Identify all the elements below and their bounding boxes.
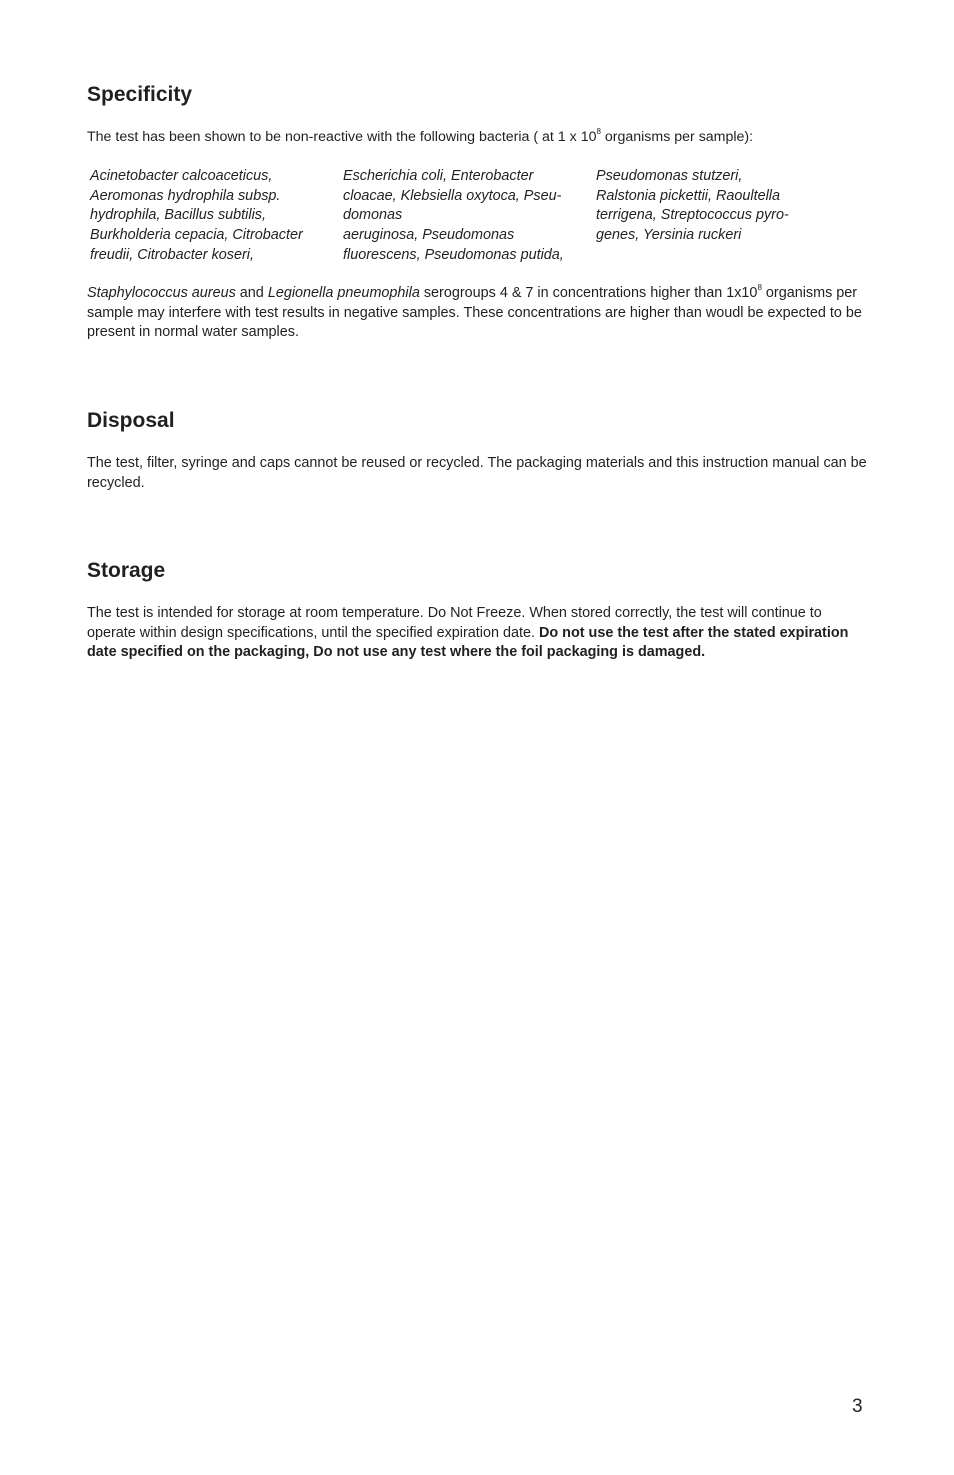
disposal-text: The test, filter, syringe and caps cannot be reused or recycled. The packaging materials and this instruction manual can be recycled.	[87, 455, 867, 491]
note-text-2: organisms per sample may interfere with test results in negative samples. These concentrations are higher than woudl be expected to be present in normal water samples.	[87, 285, 862, 341]
storage-plain-text: The test is intended for storage at room temperature. Do Not Freeze. When stored correctly, the test will continue to operate within design specifications, until the specified expiration date.	[87, 605, 822, 641]
bacteria-line: hydrophila, Bacillus subtilis,	[90, 207, 266, 224]
bacteria-line: domonas	[343, 207, 403, 224]
bacteria-line: Pseudomonas stutzeri,	[596, 168, 743, 184]
bacteria-column-3	[596, 167, 831, 246]
disposal-heading: Disposal	[87, 409, 175, 432]
page-number: 3	[852, 1396, 863, 1417]
note-exponent: 8	[757, 283, 762, 293]
specificity-heading: Specificity	[87, 83, 193, 106]
bacteria-line: Acinetobacter calcoaceticus,	[90, 168, 273, 184]
intro-text-start: The test has been shown to be non-reactive with the following bacteria ( at 1 x 10	[87, 129, 597, 145]
bacteria-line: Burkholderia cepacia, Citrobacter	[90, 227, 303, 244]
bacteria-line: terrigena, Streptococcus pyro-	[596, 207, 789, 224]
bacteria-line: genes, Yersinia ruckeri	[596, 227, 742, 244]
storage-text	[87, 604, 867, 663]
species-legionella: Legionella pneumophila	[267, 285, 420, 301]
intro-text-end: organisms per sample):	[600, 129, 754, 145]
bacteria-line: aeruginosa, Pseudomonas	[343, 227, 515, 244]
note-and: and	[235, 285, 268, 301]
bacteria-line: Ralstonia pickettii, Raoultella	[596, 187, 780, 204]
intro-exponent: 8	[596, 127, 601, 137]
bacteria-line: freudii, Citrobacter koseri,	[90, 246, 254, 263]
bacteria-line: Aeromonas hydrophila subsp.	[90, 187, 281, 204]
storage-warning: Do not use the test after the stated expiration date specified on the packaging, Do not use any test where the foil packaging is damaged.	[87, 624, 849, 661]
bacteria-line: Escherichia coli, Enterobacter	[343, 168, 534, 184]
storage-heading: Storage	[87, 559, 166, 582]
interference-note	[87, 284, 867, 343]
note-text-1: serogroups 4 & 7 in concentrations higher than 1x10	[419, 285, 758, 301]
bacteria-column-1	[90, 167, 325, 266]
species-staphylococcus: Staphylococcus aureus	[87, 285, 236, 301]
bacteria-column-2	[343, 167, 578, 266]
specificity-intro	[87, 128, 867, 148]
bacteria-line: cloacae, Klebsiella oxytoca, Pseu-	[343, 187, 562, 204]
bacteria-line: fluorescens, Pseudomonas putida,	[343, 246, 564, 263]
